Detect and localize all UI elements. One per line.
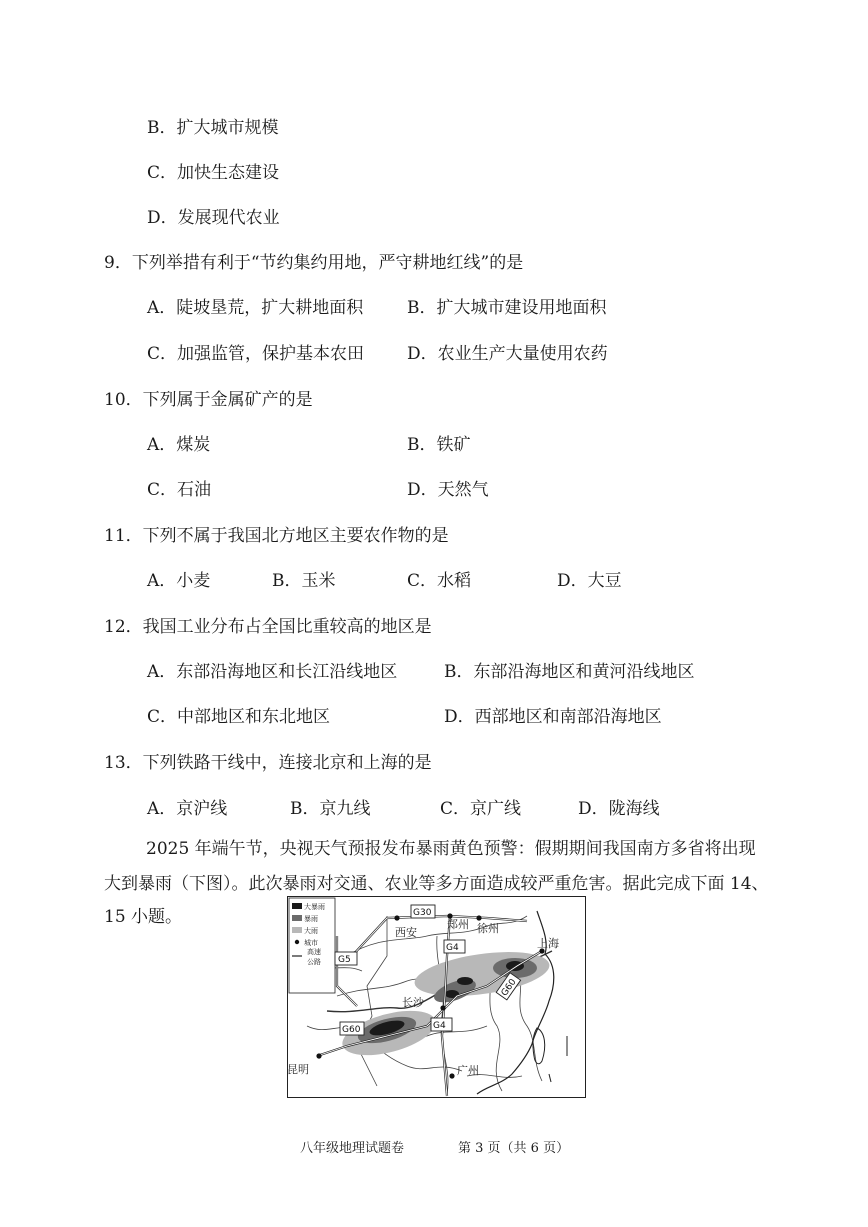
- q13-option-d: D．陇海线: [578, 799, 660, 819]
- road-label-g60-east: G60: [499, 977, 519, 999]
- q13-option-c: C．京广线: [440, 799, 522, 819]
- legend-swatch-heavy-rain: [292, 927, 302, 933]
- footer-page-number: 第 3 页（共 6 页）: [458, 1141, 570, 1156]
- q8-option-c: C．加快生态建设: [147, 163, 280, 183]
- legend-heavy-rain: 大雨: [304, 927, 318, 935]
- map-legend: [289, 898, 335, 993]
- legend-swatch-heavy-storm: [292, 903, 302, 909]
- legend-city: 城市: [304, 939, 318, 947]
- passage-line-2: 大到暴雨（下图）。此次暴雨对交通、农业等多方面造成较严重危害。据此完成下面 14、: [104, 874, 769, 894]
- legend-heavy-storm: 大暴雨: [304, 903, 325, 911]
- legend-city-dot: [295, 940, 299, 944]
- road-label-g4-south: G4: [433, 1021, 446, 1031]
- city-label-shanghai: 上海: [537, 937, 559, 950]
- legend-expressway-2: 公路: [307, 958, 321, 966]
- q9-option-a: A．陡坡垦荒，扩大耕地面积: [147, 298, 364, 318]
- q9-option-b: B．扩大城市建设用地面积: [407, 298, 607, 318]
- q12-option-b: B．东部沿海地区和黄河沿线地区: [444, 662, 695, 682]
- q10-option-b: B．铁矿: [407, 435, 471, 455]
- city-dot-xian: [394, 915, 399, 920]
- city-label-xuzhou: 徐州: [477, 922, 499, 935]
- q9-option-c: C．加强监管，保护基本农田: [147, 344, 365, 364]
- q10-option-c: C．石油: [147, 480, 212, 500]
- q8-option-b: B．扩大城市规模: [147, 118, 279, 138]
- q12-option-c: C．中部地区和东北地区: [147, 707, 331, 727]
- q10-option-d: D．天然气: [407, 480, 489, 500]
- q9-option-d: D．农业生产大量使用农药: [407, 344, 608, 364]
- road-label-g30: G30: [413, 908, 432, 918]
- q11-option-c: C．水稻: [407, 571, 472, 591]
- city-label-changsha: 长沙: [402, 996, 424, 1009]
- q10-option-a: A．煤炭: [147, 435, 211, 455]
- road-label-g5: G5: [338, 955, 351, 965]
- q11-option-a: A．小麦: [147, 571, 211, 591]
- city-dot-xuzhou: [476, 915, 481, 920]
- footer-exam-title: 八年级地理试题卷: [300, 1141, 405, 1156]
- q8-option-d: D．发展现代农业: [147, 208, 280, 228]
- city-dot-kunming: [316, 1053, 321, 1058]
- passage-line-3: 15 小题。: [104, 907, 183, 927]
- q12-stem: 12．我国工业分布占全国比重较高的地区是: [104, 617, 432, 637]
- q13-stem: 13．下列铁路干线中，连接北京和上海的是: [104, 753, 432, 773]
- passage-line-1: 2025 年端午节，央视天气预报发布暴雨黄色预警：假期期间我国南方多省将出现: [146, 839, 756, 859]
- q12-option-d: D．西部地区和南部沿海地区: [444, 707, 662, 727]
- city-label-guangzhou: 广州: [457, 1064, 479, 1077]
- legend-storm: 暴雨: [304, 915, 318, 923]
- city-label-kunming: 昆明: [287, 1063, 309, 1076]
- road-label-g60-west: G60: [342, 1025, 361, 1035]
- legend-expressway-1: 高速: [307, 948, 321, 956]
- road-label-g4-north: G4: [446, 943, 459, 953]
- q9-stem: 9．下列举措有利于“节约集约用地，严守耕地红线”的是: [104, 253, 524, 273]
- q11-option-d: D．大豆: [557, 571, 622, 591]
- q13-option-b: B．京九线: [290, 799, 371, 819]
- heavy-storm-zone-mid: [457, 977, 473, 985]
- rainstorm-map: [287, 896, 586, 1098]
- city-label-zhengzhou: 郑州: [447, 918, 469, 931]
- q12-option-a: A．东部沿海地区和长江沿线地区: [147, 662, 398, 682]
- legend-swatch-storm: [292, 915, 302, 921]
- city-dot-guangzhou: [449, 1073, 454, 1078]
- q10-stem: 10．下列属于金属矿产的是: [104, 390, 313, 410]
- city-label-xian: 西安: [395, 926, 417, 939]
- city-dot-changsha: [440, 1005, 445, 1010]
- q11-option-b: B．玉米: [272, 571, 336, 591]
- q11-stem: 11．下列不属于我国北方地区主要农作物的是: [104, 526, 449, 546]
- q13-option-a: A．京沪线: [147, 799, 228, 819]
